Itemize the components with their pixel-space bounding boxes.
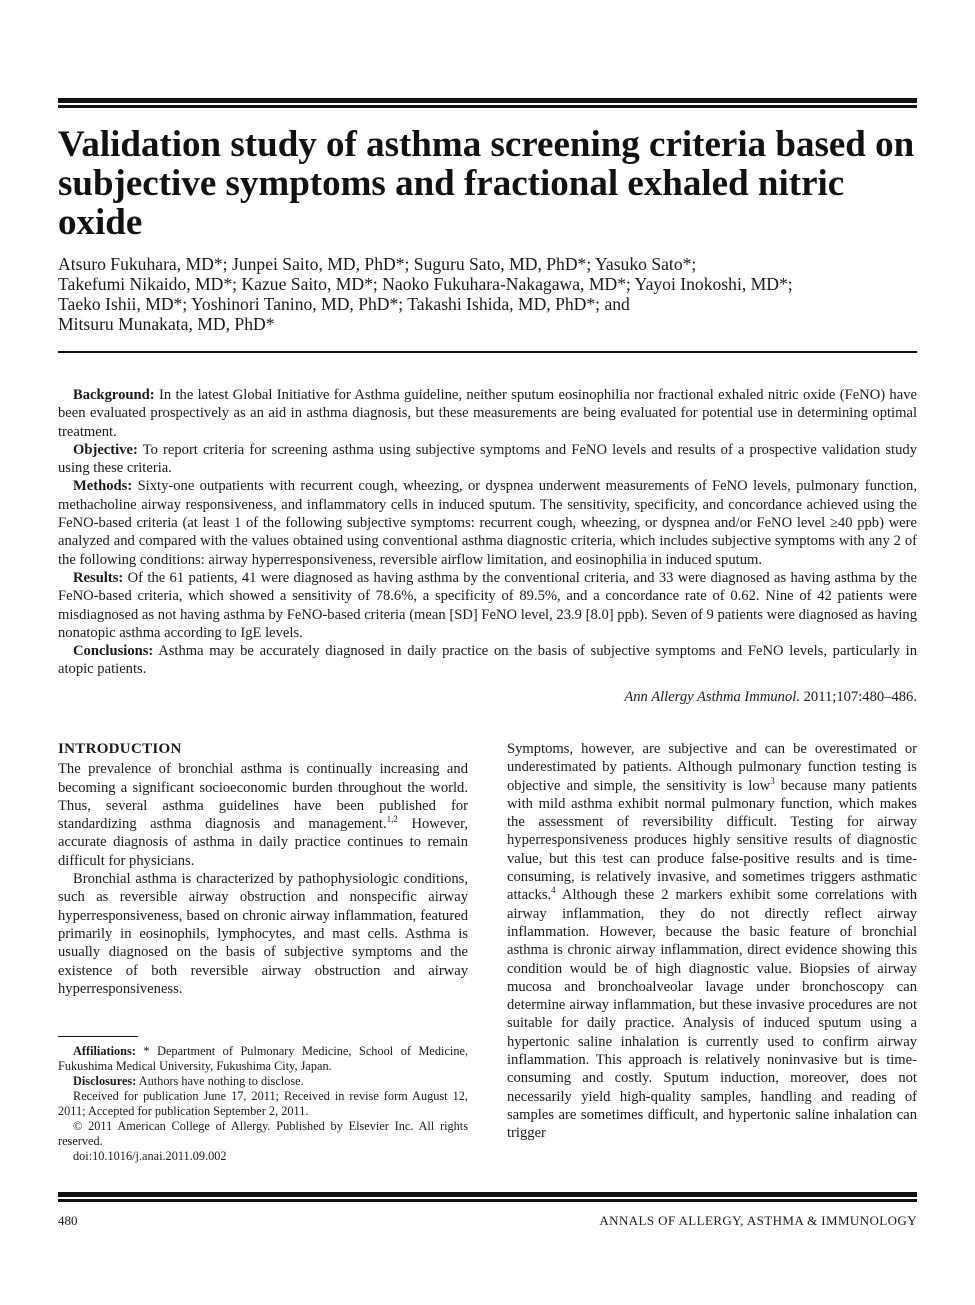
abstract-label: Methods: <box>73 478 133 495</box>
reference-marker[interactable]: 4 <box>551 885 556 896</box>
intro-paragraph-3: Symptoms, however, are subjective and can be overestimated or underestimated by patients. Although pulmonary function testing is objective and simple, the sensitivity is low$^3$ because many patients with mild asthma exhibit normal pulmonary function, which makes the assessment of reversibility difficult. Testing for airway hyperresponsiveness produces highly sensitive results of diagnostic value, but this test can produce false-positive results and is time-consuming, is relatively invasive, and sometimes triggers asthmatic attacks.$^4$ Although these 2 markers exhibit some correlations with airway inflammation, they do not directly reflect airway inflammation. However, because the basic feature of bronchial asthma is chronic airway inflammation, direct evidence showing this condition would be of high diagnostic value. Biopsies of airway mucosa and bronchoalveolar lavage under bronchoscopy can determine airway inflammation, but these invasive procedures are not suitable for daily practice. Analysis of induced sputum using a hypertonic saline inhalation is currently used to confirm airway inflammation. This approach is relatively noninvasive but is time-consuming and costly. Sputum induction, moreover, does not necessarily yield high-quality samples, handling and reading of samples are sometimes difficult, and hypertonic saline inhalation can trigger <box>507 741 917 1142</box>
left-column <box>58 740 468 998</box>
journal-name: ANNALS OF ALLERGY, ASTHMA & IMMUNOLOGY <box>599 1213 917 1228</box>
reference-marker[interactable]: 3 <box>770 775 775 786</box>
reference-marker[interactable]: 1,2 <box>386 814 398 825</box>
author-line: Takefumi Nikaido, MD*; Kazue Saito, MD*; Naoko Fukuhara-Nakagawa, MD*; Yayoi Inokoshi, MD*; <box>58 274 793 294</box>
footnote-affiliations: Affiliations: * Department of Pulmonary Medicine, School of Medicine, Fukushima Medical University, Fukushima City, Japan. <box>58 1044 468 1073</box>
abstract-label: Results: <box>73 569 124 586</box>
intro-paragraph-2: Bronchial asthma is characterized by pathophysiologic conditions, such as reversible airway obstruction and nonspecific airway hyperresponsiveness, based on chronic airway inflammation, featured primarily in eosinophils, lymphocytes, and mast cells. Asthma is usually diagnosed on the basis of subjective symptoms and the existence of both reversible airway obstruction and airway hyperresponsiveness. <box>58 871 468 997</box>
abstract-label: Conclusions: <box>73 643 154 660</box>
abstract <box>58 386 917 706</box>
abstract-methods: Methods: Sixty-one outpatients with recurrent cough, wheezing, or dyspnea underwent measurements of FeNO levels, pulmonary function, methacholine airway responsiveness, and inflammatory cells in induced sputum. The sensitivity, specificity, and concordance achieved using the FeNO-based criteria (at least 1 of the following subjective symptoms: recurrent cough, wheezing, or dyspnea and/or FeNO level ≥40 ppb) were analyzed and compared with the values obtained using conventional asthma diagnostic criteria, which includes subjective symptoms with any 2 of the following conditions: airway hyperresponsiveness, reversible airflow limitation, and eosinophilia in induced sputum. <box>58 478 917 568</box>
abstract-results: Results: Of the 61 patients, 41 were diagnosed as having asthma by the conventional criteria, and 33 were diagnosed as having asthma by the FeNO-based criteria, which showed a sensitivity of 78.6%, a specificity of 89.5%, and a concordance rate of 0.62. Nine of 42 patients were misdiagnosed as not having asthma by FeNO-based criteria (mean [SD] FeNO level, 23.9 [8.0] ppb). Seven of 9 patients were diagnosed as having nonatopic asthma according to IgE levels. <box>58 569 917 641</box>
citation: Ann Allergy Asthma Immunol. 2011;107:480–486. <box>624 688 917 705</box>
right-column <box>507 740 917 1143</box>
intro-paragraph-1: The prevalence of bronchial asthma is continually increasing and becoming a significant socioeconomic burden throughout the world. Thus, several asthma guidelines have been published for standardizing asthma diagnosis and management.$^{1,2}$ However, accurate diagnosis of asthma in daily practice continues to remain difficult for physicians. <box>58 761 468 869</box>
top-rule-secondary <box>58 105 917 108</box>
top-rule <box>58 98 917 103</box>
abstract-label: Background: <box>73 387 155 403</box>
footnote-doi[interactable]: doi:10.1016/j.anai.2011.09.002 <box>73 1149 227 1163</box>
section-heading: INTRODUCTION <box>58 741 182 757</box>
abstract-label: Objective: <box>73 441 138 458</box>
article-title: Validation study of asthma screening criteria based on subjective symptoms and fractional exhaled nitric oxide <box>58 124 915 243</box>
abstract-objective: Objective: To report criteria for screening asthma using subjective symptoms and FeNO levels and results of a prospective validation study using these criteria. <box>58 441 918 477</box>
footnotes <box>58 1044 468 1164</box>
author-line: Taeko Ishii, MD*; Yoshinori Tanino, MD, PhD*; Takashi Ishida, MD, PhD*; and <box>58 294 630 314</box>
author-list <box>58 254 938 334</box>
abstract-background: Background: In the latest Global Initiative for Asthma guideline, neither sputum eosinophilia nor fractional exhaled nitric oxide (FeNO) have been evaluated prospectively as an aid in asthma diagnosis, but these measurements are being evaluated for potential use in determining optimal treatment. <box>58 387 917 440</box>
bottom-rule-secondary <box>58 1199 917 1202</box>
bottom-rule <box>58 1192 917 1197</box>
abstract-divider <box>58 351 917 353</box>
author-line: Mitsuru Munakata, MD, PhD* <box>58 314 275 334</box>
footnote-received: Received for publication June 17, 2011; Received in revise form August 12, 2011; Accepted for publication September 2, 2011. <box>58 1089 468 1118</box>
footnote-disclosures: Disclosures: Authors have nothing to disclose. <box>73 1074 304 1088</box>
footnote-copyright: © 2011 American College of Allergy. Published by Elsevier Inc. All rights reserved. <box>58 1119 468 1148</box>
author-line: Atsuro Fukuhara, MD*; Junpei Saito, MD, PhD*; Suguru Sato, MD, PhD*; Yasuko Sato*; <box>58 254 697 274</box>
abstract-conclusions: Conclusions: Asthma may be accurately diagnosed in daily practice on the basis of subjective symptoms and FeNO levels, particularly in atopic patients. <box>58 643 917 678</box>
page-number: 480 <box>58 1213 78 1228</box>
footnote-rule <box>58 1036 138 1037</box>
